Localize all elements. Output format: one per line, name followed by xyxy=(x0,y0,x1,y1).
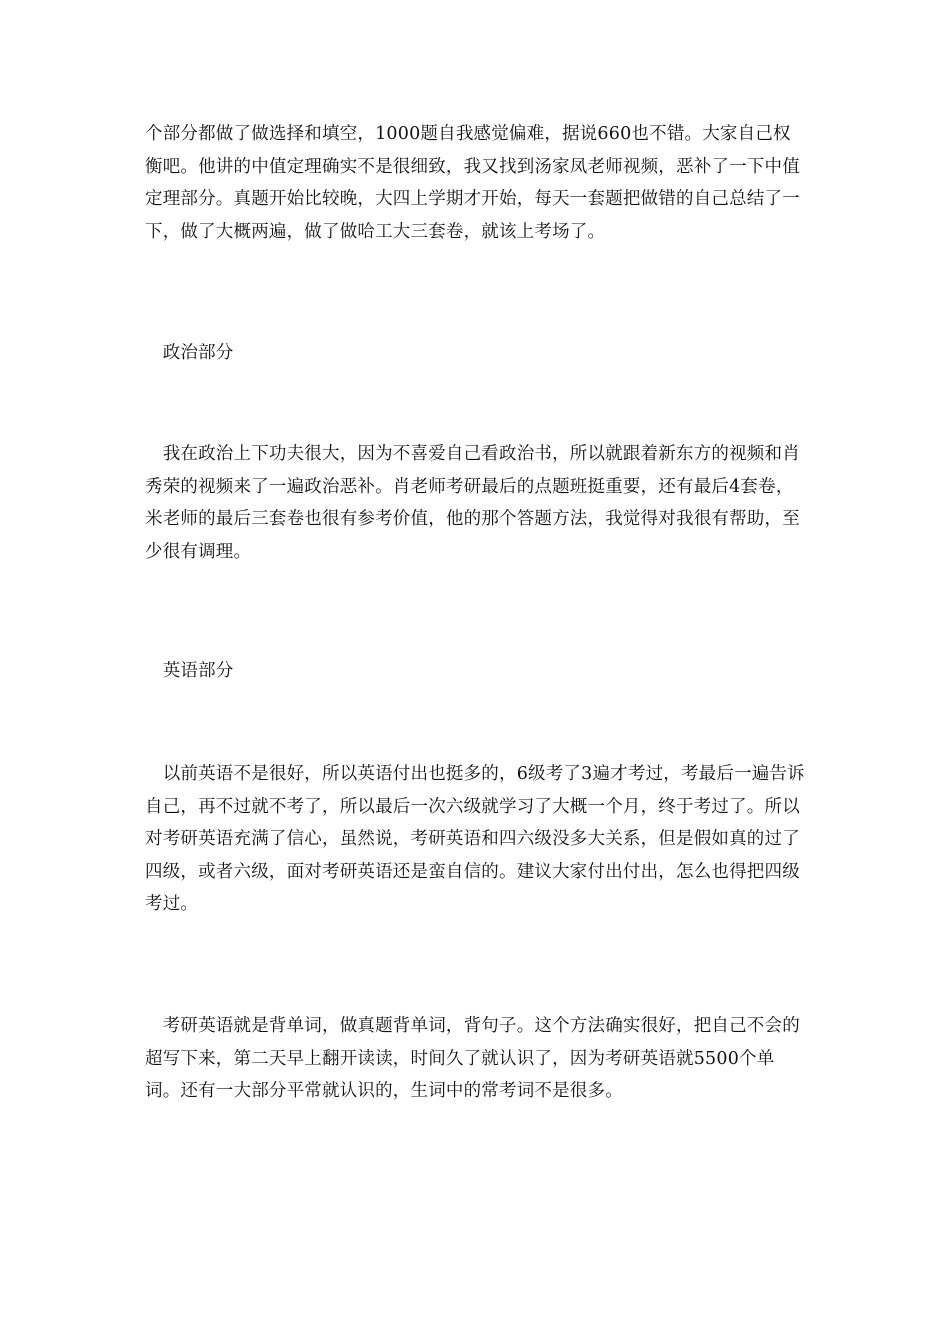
heading-politics: 政治部分 xyxy=(145,343,234,363)
paragraph-english-2: 考研英语就是背单词，做真题背单词，背句子。这个方法确实很好，把自己不会的超写下来，第二天早上翻开读读，时间久了就认识了，因为考研英语就5500个单词。还有一大部分平常就认识的，生词中的常考词不是很多。 xyxy=(145,1016,800,1101)
heading-english: 英语部分 xyxy=(145,661,234,681)
paragraph-math-conclusion: 个部分都做了做选择和填空，1000题自我感觉偏难，据说660也不错。大家自己权衡吧。他讲的中值定理确实不是很细致，我又找到汤家凤老师视频，恶补了一下中值定理部分。真题开始比较晚，大四上学期才开始，每天一套题把做错的自己总结了一下，做了大概两遍，做了做哈工大三套卷，就该上考场了。 xyxy=(145,124,800,242)
paragraph-english-1: 以前英语不是很好，所以英语付出也挺多的，6级考了3遍才考过，考最后一遍告诉自己，再不过就不考了，所以最后一次六级就学习了大概一个月，终于考过了。所以对考研英语充满了信心，虽然说，考研英语和四六级没多大关系，但是假如真的过了四级，或者六级，面对考研英语还是蛮自信的。建议大家付出付出，怎么也得把四级考过。 xyxy=(145,764,805,914)
paragraph-politics: 我在政治上下功夫很大，因为不喜爱自己看政治书，所以就跟着新东方的视频和肖秀荣的视频来了一遍政治恶补。肖老师考研最后的点题班挺重要，还有最后4套卷，米老师的最后三套卷也很有参考价值，他的那个答题方法，我觉得对我很有帮助，至少很有调理。 xyxy=(145,444,800,562)
